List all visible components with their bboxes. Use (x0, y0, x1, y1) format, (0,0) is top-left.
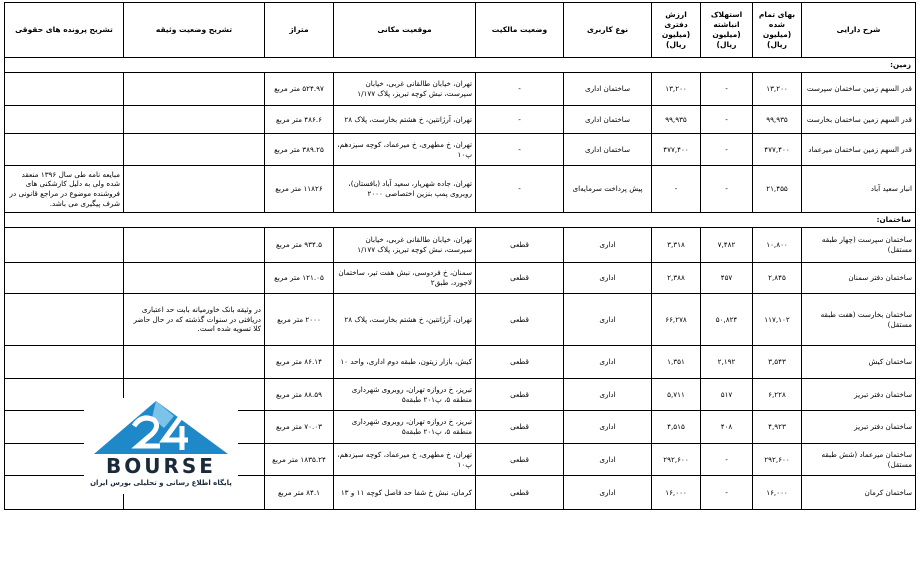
cell-cost: ۱۶,۰۰۰ (753, 476, 802, 510)
cell-legal (5, 228, 124, 263)
cell-cost: ۱۱۷,۱۰۲ (753, 294, 802, 346)
cell-book-value: ۲۹۲,۶۰۰ (652, 444, 701, 476)
cell-ownership: قطعی (476, 346, 564, 379)
cell-description: قدر السهم زمین ساختمان میرعماد (802, 134, 916, 166)
cell-legal: مبایعه نامه طی سال ۱۳۹۶ منعقد شده ولی به دلیل کارشکنی های فروشنده موضوع در مراجع قانونی در شرف پیگیری می باشد. (5, 166, 124, 213)
cell-description: قدر السهم زمین ساختمان سپرست (802, 73, 916, 106)
cell-depreciation: - (701, 73, 753, 106)
cell-area: ۱۲۱.۰۵ متر مربع (265, 263, 334, 294)
mountain-logo-icon (84, 398, 238, 456)
cell-book-value: ۴,۵۱۵ (652, 411, 701, 444)
cell-ownership: - (476, 134, 564, 166)
cell-cost: ۴۷۷,۴۰۰ (753, 134, 802, 166)
cell-location: تهران، آرژانتین، خ هشتم بخارست، پلاک ۲۸ (334, 294, 476, 346)
section-buildings-row (5, 213, 916, 228)
table-row (5, 73, 916, 106)
cell-usage: اداری (564, 263, 652, 294)
table-row (5, 134, 916, 166)
cell-area: ۱۱۸۲۶ متر مربع (265, 166, 334, 213)
cell-depreciation: - (701, 476, 753, 510)
header-legal: تشریح پرونده های حقوقی (5, 3, 124, 58)
table-row (5, 346, 916, 379)
cell-location: تهران، خ مطهری، خ میرعماد، کوچه سیزدهم، پ۱۰ (334, 134, 476, 166)
cell-book-value: ۲,۳۸۸ (652, 263, 701, 294)
cell-legal (5, 134, 124, 166)
header-depreciation: استهلاک انباشته (میلیون ریال) (701, 3, 753, 58)
cell-description: ساختمان سپرست (چهار طبقه مستقل) (802, 228, 916, 263)
cell-legal (5, 346, 124, 379)
cell-description: ساختمان کیش (802, 346, 916, 379)
cell-area: ۲۰۰۰ متر مربع (265, 294, 334, 346)
cell-legal (5, 294, 124, 346)
cell-legal (5, 106, 124, 134)
header-description: شرح دارایی (802, 3, 916, 58)
cell-collateral (124, 228, 265, 263)
cell-cost: ۲۹۲,۶۰۰ (753, 444, 802, 476)
header-nominal-price: بهای تمام شده (میلیون ریال) (753, 3, 802, 58)
cell-ownership: قطعی (476, 294, 564, 346)
cell-area: ۸۴.۱ متر مربع (265, 476, 334, 510)
cell-area: ۵۲۴.۹۷ متر مربع (265, 73, 334, 106)
cell-book-value: ۳,۳۱۸ (652, 228, 701, 263)
cell-usage: اداری (564, 444, 652, 476)
cell-description: قدر السهم زمین ساختمان بخارست (802, 106, 916, 134)
cell-description: ساختمان دفتر تبریز (802, 411, 916, 444)
cell-book-value: ۱۳,۲۰۰ (652, 73, 701, 106)
cell-location: سمنان، خ فردوسی، نبش هفت تیر، ساختمان لاجورد، طبق۲ (334, 263, 476, 294)
cell-legal (5, 73, 124, 106)
cell-depreciation: ۵۰,۸۲۴ (701, 294, 753, 346)
cell-cost: ۱۳,۲۰۰ (753, 73, 802, 106)
cell-area: ۹۳۴.۵ متر مربع (265, 228, 334, 263)
header-usage-type: نوع کاربری (564, 3, 652, 58)
cell-ownership: - (476, 166, 564, 213)
cell-area: ۴۸۶.۶ متر مربع (265, 106, 334, 134)
cell-ownership: قطعی (476, 444, 564, 476)
logo-tagline: پایگاه اطلاع رسانی و تحلیلی بورس ایران (90, 479, 232, 487)
cell-collateral (124, 346, 265, 379)
cell-description: انبار سعید آباد (802, 166, 916, 213)
cell-collateral (124, 134, 265, 166)
cell-collateral (124, 106, 265, 134)
cell-location: تبریز، خ دروازه تهران، روبروی شهرداری منطقه ۵، پ۲۰۱ طبقه۵ (334, 411, 476, 444)
cell-book-value: ۶۶,۲۷۸ (652, 294, 701, 346)
cell-ownership: قطعی (476, 411, 564, 444)
cell-depreciation: ۴۰۸ (701, 411, 753, 444)
cell-location: تهران، خیابان طالقانی غربی، خیابان سپرست، نبش کوچه تبریز، پلاک ۱/۱۷۷ (334, 73, 476, 106)
header-location: موقعیت مکانی (334, 3, 476, 58)
cell-legal (5, 263, 124, 294)
cell-location: تبریز، خ دروازه تهران، روبروی شهرداری منطقه ۵، پ۲۰۱ طبقه۵ (334, 379, 476, 411)
cell-area: ۷۰.۰۳ متر مربع (265, 411, 334, 444)
cell-collateral (124, 166, 265, 213)
table-row (5, 166, 916, 213)
table-row (5, 294, 916, 346)
cell-area: ۱۸۳۵.۲۴ متر مربع (265, 444, 334, 476)
cell-book-value: ۴۷۷,۴۰۰ (652, 134, 701, 166)
cell-book-value: - (652, 166, 701, 213)
cell-usage: پیش پرداخت سرمایه‌ای (564, 166, 652, 213)
cell-usage: ساختمان اداری (564, 134, 652, 166)
cell-book-value: ۵,۷۱۱ (652, 379, 701, 411)
cell-cost: ۹۹,۹۳۵ (753, 106, 802, 134)
cell-cost: ۶,۲۲۸ (753, 379, 802, 411)
cell-location: تهران، آرژانتین، خ هشتم بخارست، پلاک ۲۸ (334, 106, 476, 134)
logo-wordmark: BOURSE (106, 454, 216, 478)
table-row (5, 228, 916, 263)
cell-cost: ۲۱,۴۵۵ (753, 166, 802, 213)
cell-area: ۳۸۹.۲۵ متر مربع (265, 134, 334, 166)
cell-usage: اداری (564, 346, 652, 379)
cell-depreciation: - (701, 134, 753, 166)
cell-collateral (124, 263, 265, 294)
table-row (5, 106, 916, 134)
section-land-row (5, 58, 916, 73)
header-book-value: ارزش دفتری (میلیون ریال) (652, 3, 701, 58)
cell-collateral (124, 73, 265, 106)
cell-usage: اداری (564, 411, 652, 444)
cell-description: ساختمان بخارست (هفت طبقه مستقل) (802, 294, 916, 346)
cell-description: ساختمان کرمان (802, 476, 916, 510)
cell-ownership: قطعی (476, 476, 564, 510)
cell-book-value: ۱,۳۵۱ (652, 346, 701, 379)
section-buildings-title: ساختمان: (5, 213, 916, 228)
table-row (5, 263, 916, 294)
cell-cost: ۱۰,۸۰۰ (753, 228, 802, 263)
cell-depreciation: - (701, 166, 753, 213)
cell-depreciation: ۵۱۷ (701, 379, 753, 411)
cell-usage: اداری (564, 379, 652, 411)
cell-ownership: قطعی (476, 379, 564, 411)
bourse-watermark-logo (84, 398, 238, 494)
cell-usage: اداری (564, 476, 652, 510)
cell-usage: ساختمان اداری (564, 73, 652, 106)
cell-depreciation: - (701, 444, 753, 476)
cell-depreciation: ۴۵۷ (701, 263, 753, 294)
header-collateral: تشریح وضعیت وثیقه (124, 3, 265, 58)
cell-ownership: قطعی (476, 228, 564, 263)
cell-book-value: ۹۹,۹۳۵ (652, 106, 701, 134)
cell-area: ۸۶.۱۴ متر مربع (265, 346, 334, 379)
cell-description: ساختمان دفتر سمنان (802, 263, 916, 294)
cell-location: تهران، جاده شهریار، سعید آباد (بافستان)، روبروی پمپ بنزین اختصاصی ۲۰۰۰ (334, 166, 476, 213)
header-area: متراژ (265, 3, 334, 58)
cell-usage: اداری (564, 228, 652, 263)
cell-cost: ۴,۹۲۳ (753, 411, 802, 444)
header-row (5, 3, 916, 58)
cell-area: ۸۸.۵۹ متر مربع (265, 379, 334, 411)
cell-depreciation: ۷,۴۸۲ (701, 228, 753, 263)
cell-usage: ساختمان اداری (564, 106, 652, 134)
cell-ownership: - (476, 106, 564, 134)
cell-cost: ۳,۵۴۳ (753, 346, 802, 379)
cell-description: ساختمان دفتر تبریز (802, 379, 916, 411)
cell-description: ساختمان میرعماد (شش طبقه مستقل) (802, 444, 916, 476)
cell-depreciation: ۲,۱۹۲ (701, 346, 753, 379)
cell-depreciation: - (701, 106, 753, 134)
cell-ownership: - (476, 73, 564, 106)
cell-usage: اداری (564, 294, 652, 346)
cell-location: تهران، خ مطهری، خ میرعماد، کوچه سیزدهم، پ۱۰ (334, 444, 476, 476)
header-ownership: وضعیت مالکیت (476, 3, 564, 58)
cell-location: کیش، بازار زیتون، طبقه دوم اداری، واحد ۱۰ (334, 346, 476, 379)
cell-ownership: قطعی (476, 263, 564, 294)
cell-book-value: ۱۶,۰۰۰ (652, 476, 701, 510)
cell-location: کرمان، نبش خ شفا حد فاصل کوچه ۱۱ و ۱۳ (334, 476, 476, 510)
cell-location: تهران، خیابان طالقانی غربی، خیابان سپرست، نبش کوچه تبریز، پلاک ۱/۱۷۷ (334, 228, 476, 263)
cell-collateral: در وثیقه بانک خاورمیانه بابت حد اعتباری دریافتی در سنوات گذشته که در حال حاضر کلا تسویه شده است. (124, 294, 265, 346)
cell-cost: ۲,۸۴۵ (753, 263, 802, 294)
section-land-title: زمین: (5, 58, 916, 73)
